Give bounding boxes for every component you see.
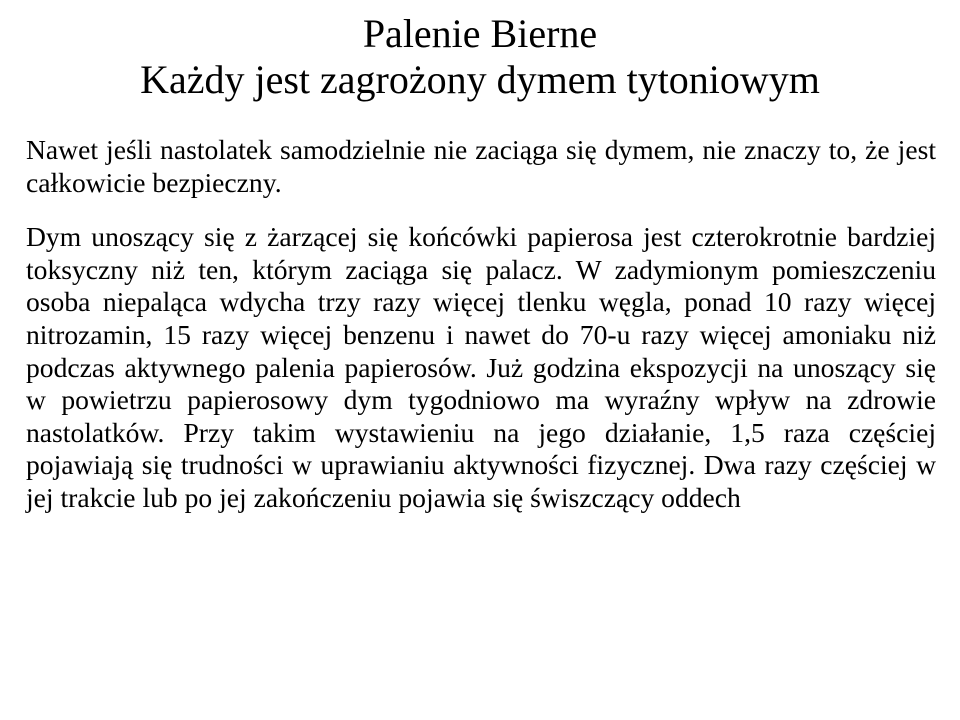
paragraph-details: Dym unoszący się z żarzącej się końcówki papierosa jest czterokrotnie bardziej toksyczny niż ten, którym zaciąga się palacz. W zadymionym pomieszczeniu osoba niepaląca wdycha trzy razy więcej tlenku węgla, ponad 10 razy więcej nitrozamin, 15 razy więcej benzenu i nawet do 70-u razy więcej amoniaku niż podczas aktywnego palenia papierosów. Już godzina ekspozycji na unoszący się w powietrzu papierosowy dym tygodniowo ma wyraźny wpływ na zdrowie nastolatków. Przy takim wystawieniu na jego działanie, 1,5 raza częściej pojawiają się trudności w uprawianiu aktywności fizycznej. Dwa razy częściej w jej trakcie lub po jej zakończeniu pojawia się świszczący oddech: [26, 221, 936, 513]
slide-body: [26, 134, 936, 515]
paragraph-intro: Nawet jeśli nastolatek samodzielnie nie zaciąga się dymem, nie znaczy to, że jest całkowicie bezpieczny.: [26, 134, 936, 198]
slide-subtitle: Każdy jest zagrożony dymem tytoniowym: [140, 57, 820, 102]
title-block: [0, 12, 960, 104]
slide-title: Palenie Bierne: [362, 11, 598, 56]
